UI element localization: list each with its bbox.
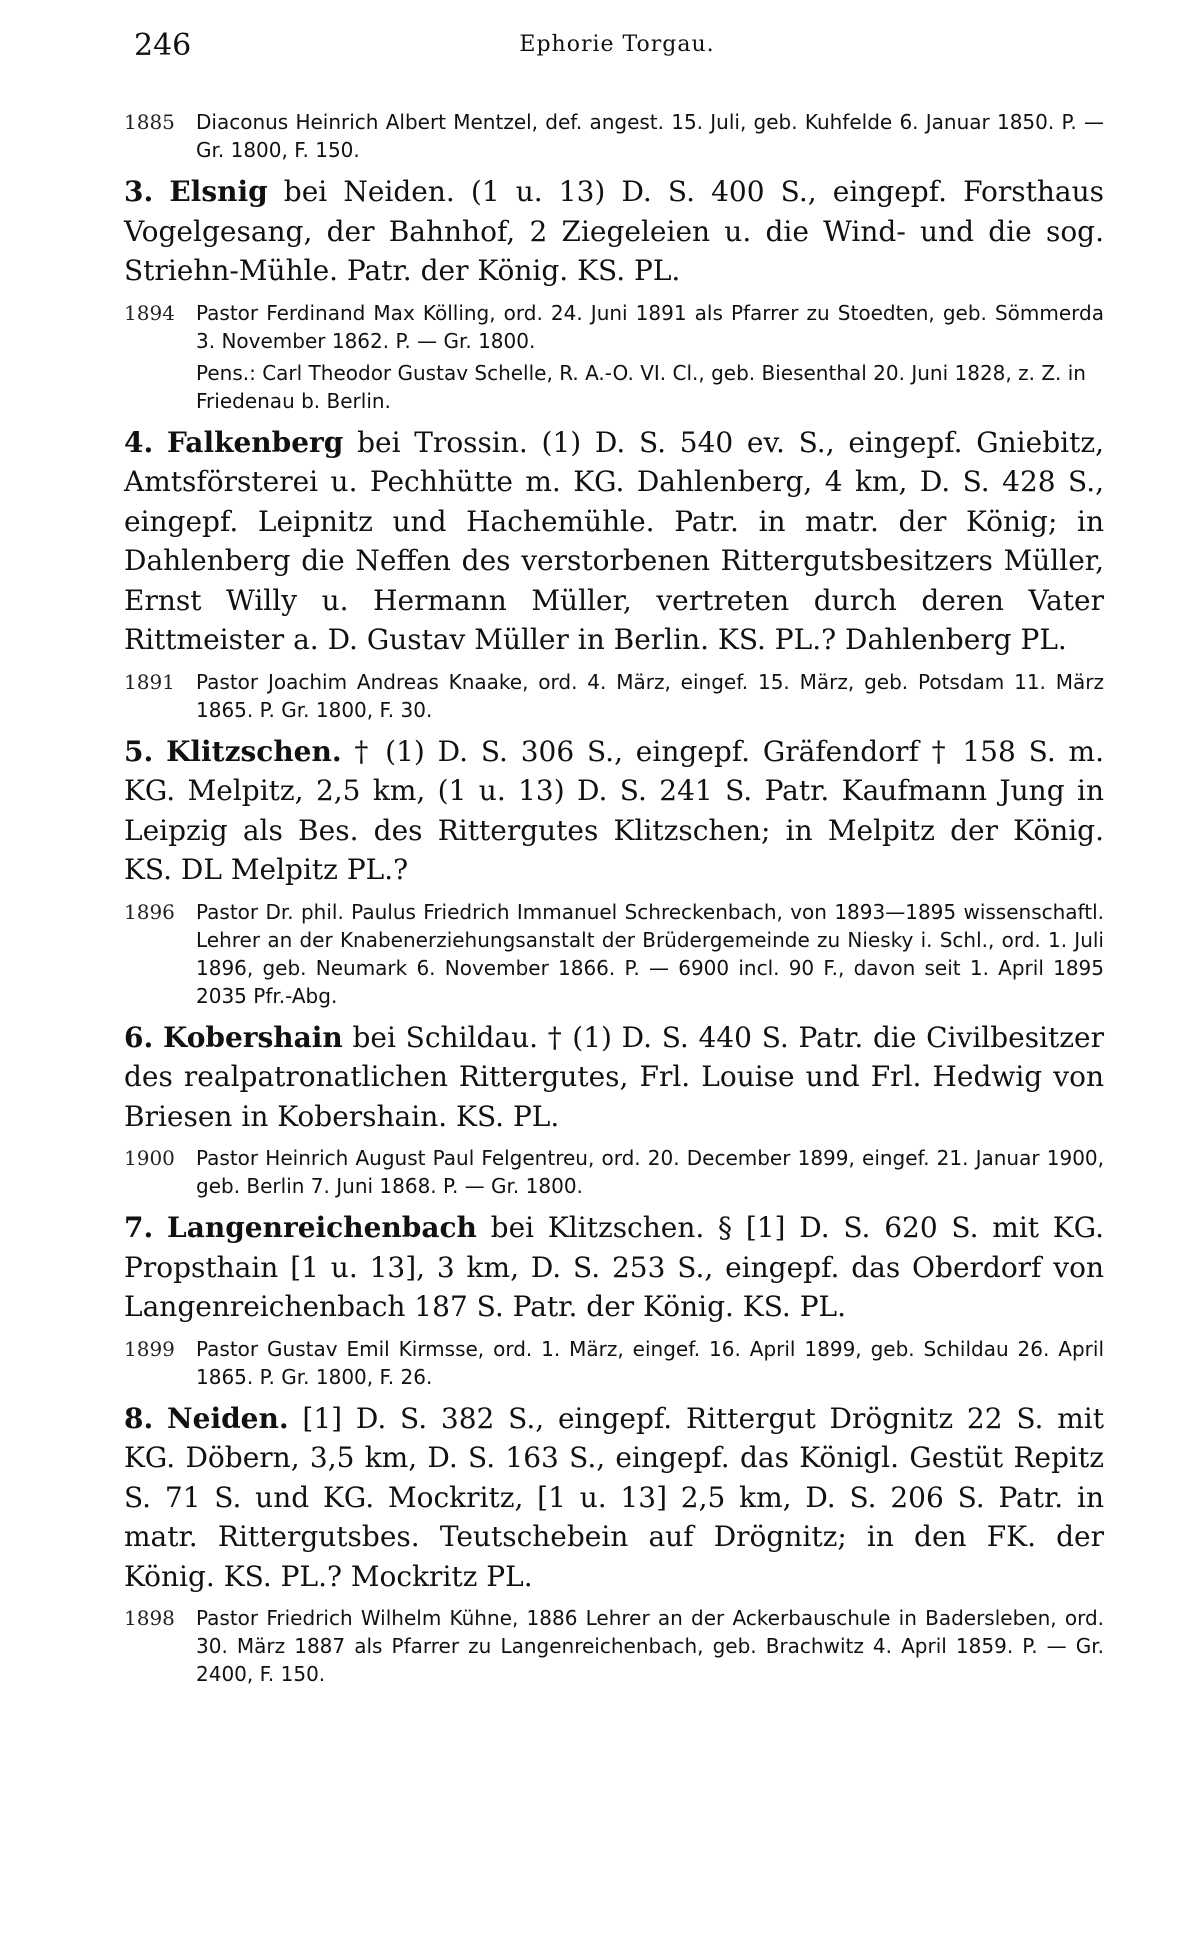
section-paragraph [124,423,1104,660]
entry-text: Pastor Friedrich Wilhelm Kühne, 1886 Lehrer an der Ackerbauschule in Badersleben, ord. 30. März 1887 als Pfarrer zu Langenreichenbach, geb. Brachwitz 4. April 1859. P. — Gr. 2400, F. 150. [196,1606,1104,1686]
section-paragraph [124,1399,1104,1597]
section-elsnig [124,172,1104,415]
entry-1899 [124,1335,1104,1391]
entry-year: 1900 [124,1146,175,1170]
section-text: † (1) D. S. 306 S., eingepf. Gräfendorf † 158 S. m. KG. Melpitz, 2,5 km, (1 u. 13) D. S. 241 S. Patr. Kaufmann Jung in Leipzig als Bes. des Rittergutes Klitzschen; in Melpitz der König. KS. DL Melpitz PL.? [124,734,1104,886]
entry-year: 1896 [124,899,175,924]
section-paragraph [124,1018,1104,1137]
page-content [124,108,1104,1696]
section-falkenberg [124,423,1104,724]
entry-1900 [124,1144,1104,1200]
section-number: 3. [124,175,154,208]
entry-text: Pastor Joachim Andreas Knaake, ord. 4. März, eingef. 15. März, geb. Potsdam 11. März 1865. P. Gr. 1800, F. 30. [196,669,1104,722]
section-text: bei Klitzschen. § [1] D. S. 620 S. mit KG. Propsthain [1 u. 13], 3 km, D. S. 253 S., eingepf. das Oberdorf von Langenreichenbach 187 S. Patr. der König. KS. PL. [124,1211,1104,1323]
entry-year: 1899 [124,1336,175,1361]
entry-year: 1891 [124,669,175,694]
section-text: bei Trossin. (1) D. S. 540 ev. S., eingepf. Gniebitz, Amtsförsterei u. Pechhütte m. KG. Dahlenberg, 4 km, D. S. 428 S., eingepf. Leipnitz und Hachemühle. Patr. in matr. der König; in Dahlenberg die Neffen des verstorbenen Rittergutsbesitzers Müller, Ernst Willy u. Hermann Müller, vertreten durch deren Vater Rittmeister a. D. Gustav Müller in Berlin. KS. PL.? Dahlenberg PL. [124,425,1104,656]
page-number: 246 [134,28,192,63]
entry-1891 [124,668,1104,724]
entry-1894 [124,299,1104,355]
entry-text: Pastor Gustav Emil Kirmsse, ord. 1. März, eingef. 16. April 1899, geb. Schildau 26. April 1865. P. Gr. 1800, F. 26. [196,1336,1104,1389]
entry-text: Pastor Dr. phil. Paulus Friedrich Immanuel Schreckenbach, von 1893—1895 wissenschaftl. Lehrer an der Knabenerziehungsanstalt der Brüdergemeinde zu Niesky i. Schl., ord. 1. Juli 1896, geb. Neumark 6. November 1866. P. — 6900 incl. 90 F., davon seit 1. April 1895 2035 Pfr.-Abg. [196,899,1104,1008]
section-number: 6. [124,1020,154,1054]
entry-1896 [124,898,1104,1010]
parish-name: Langenreichenbach [167,1211,477,1244]
parish-name: Klitzschen. [166,734,342,768]
entry-text: Diaconus Heinrich Albert Mentzel, def. angest. 15. Juli, geb. Kuhfelde 6. Januar 1850. P. — Gr. 1800, F. 150. [196,110,1104,162]
section-paragraph [124,1208,1104,1327]
section-langenreichenbach [124,1208,1104,1391]
page-header [134,28,1100,68]
parish-name: Neiden. [167,1401,289,1435]
parish-name: Elsnig [169,175,268,208]
section-klitzschen [124,732,1104,1010]
section-paragraph [124,172,1104,291]
section-number: 8. [124,1401,154,1435]
section-number: 4. [124,425,154,459]
section-text: bei Neiden. (1 u. 13) D. S. 400 S., eingepf. Forsthaus Vogelgesang, der Bahnhof, 2 Ziegeleien u. die Wind- und die sog. Striehn-Mühle. Patr. der König. KS. PL. [124,175,1104,287]
parish-name: Falkenberg [166,425,344,459]
running-title: Ephorie Torgau. [519,32,715,57]
section-paragraph [124,732,1104,890]
section-neiden [124,1399,1104,1689]
entry-text: Pastor Ferdinand Max Kölling, ord. 24. Juni 1891 als Pfarrer zu Stoedten, geb. Sömmerda 3. November 1862. P. — Gr. 1800. [196,300,1104,353]
section-kobershain [124,1018,1104,1201]
section-text: bei Schildau. † (1) D. S. 440 S. Patr. die Civilbesitzer des realpatronatlichen Rittergutes, Frl. Louise und Frl. Hedwig von Briesen in Kobershain. KS. PL. [124,1020,1105,1133]
section-number: 7. [124,1211,154,1244]
entry-year: 1898 [124,1606,175,1630]
entry-year: 1885 [124,110,175,134]
entry-text: Pastor Heinrich August Paul Felgentreu, ord. 20. December 1899, eingef. 21. Januar 1900, geb. Berlin 7. Juni 1868. P. — Gr. 1800. [196,1146,1104,1198]
parish-name: Kobershain [162,1020,343,1054]
entry-1898 [124,1604,1104,1688]
section-number: 5. [124,734,154,768]
entry-1885 [124,108,1104,164]
entry-year: 1894 [124,300,175,325]
pension-note: Pens.: Carl Theodor Gustav Schelle, R. A.-O. VI. Cl., geb. Biesenthal 20. Juni 1828, z. Z. in Friedenau b. Berlin. [196,360,1086,413]
section-text: [1] D. S. 382 S., eingepf. Rittergut Drögnitz 22 S. mit KG. Döbern, 3,5 km, D. S. 163 S., eingepf. das Königl. Gestüt Repitz S. 71 S. und KG. Mockritz, [1 u. 13] 2,5 km, D. S. 206 S. Patr. in matr. Rittergutsbes. Teutschebein auf Drögnitz; in den FK. der König. KS. PL.? Mockritz PL. [124,1401,1104,1593]
